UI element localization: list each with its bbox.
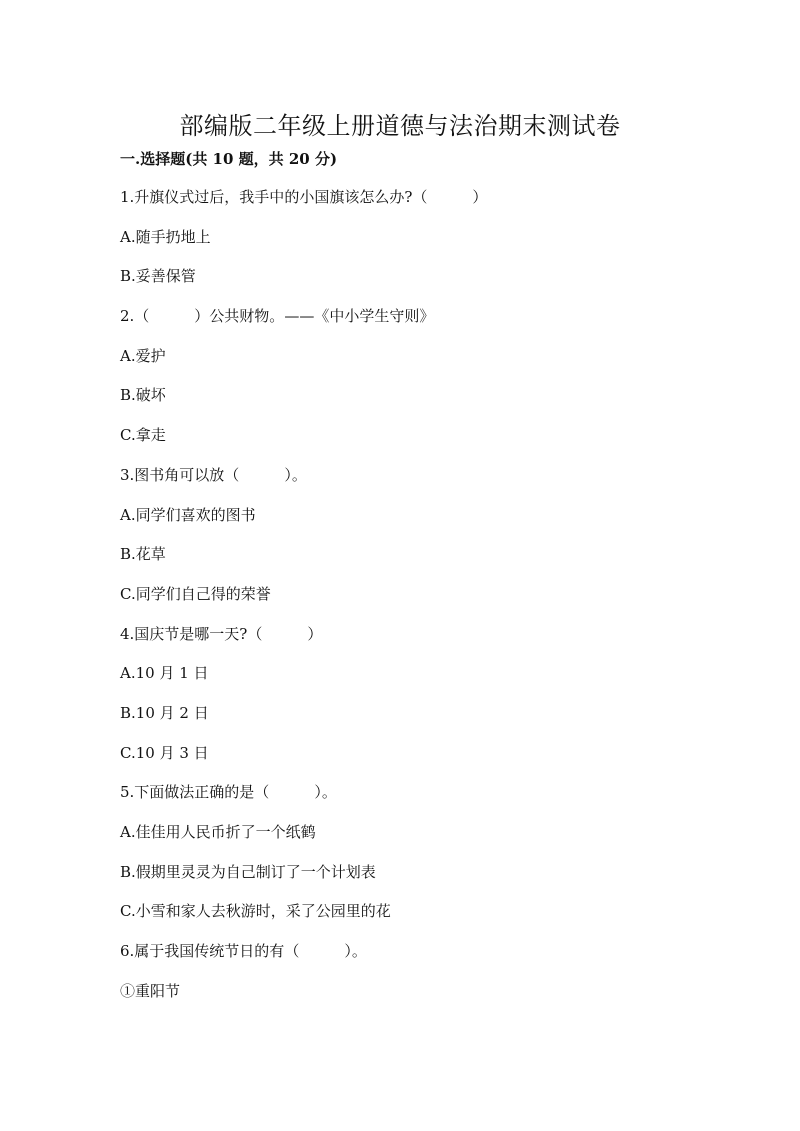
- q2-option-c: C.拿走: [120, 426, 166, 445]
- q4-option-b: B.10 月 2 日: [120, 703, 209, 722]
- q2-option-b: B.破坏: [120, 386, 166, 405]
- q1-option-b: B.妥善保管: [120, 267, 196, 286]
- question-3: 3.图书角可以放（ ）。: [120, 465, 307, 484]
- question-1: 1.升旗仪式过后，我手中的小国旗该怎么办?（ ）: [120, 188, 488, 206]
- q4-option-a: A.10 月 1 日: [120, 664, 209, 683]
- q3-option-b: B.花草: [120, 545, 166, 564]
- q4-option-c: C.10 月 3 日: [120, 743, 209, 762]
- question-2: 2.（ ）公共财物。——《中小学生守则》: [120, 307, 435, 326]
- question-list: [120, 186, 720, 1019]
- q5-option-c: C.小雪和家人去秋游时，采了公园里的花: [120, 902, 391, 921]
- q3-option-a: A.同学们喜欢的图书: [120, 505, 256, 524]
- q5-option-b: B.假期里灵灵为自己制订了一个计划表: [120, 862, 376, 881]
- question-5: 5.下面做法正确的是（ ）。: [120, 783, 337, 802]
- question-4: 4.国庆节是哪一天?（ ）: [120, 624, 323, 643]
- section-heading: 一.选择题(共 10 题，共 20 分): [120, 150, 338, 168]
- q5-option-a: A.佳佳用人民币折了一个纸鹤: [120, 823, 316, 841]
- q1-option-a: A.随手扔地上: [120, 227, 211, 246]
- q6-item-1: ①重阳节: [120, 981, 181, 1000]
- q3-option-c: C.同学们自己得的荣誉: [120, 584, 271, 603]
- q2-option-a: A.爱护: [120, 346, 166, 365]
- page-title: 部编版二年级上册道德与法治期末测试卷: [179, 112, 621, 141]
- question-6: 6.属于我国传统节日的有（ ）。: [120, 942, 367, 961]
